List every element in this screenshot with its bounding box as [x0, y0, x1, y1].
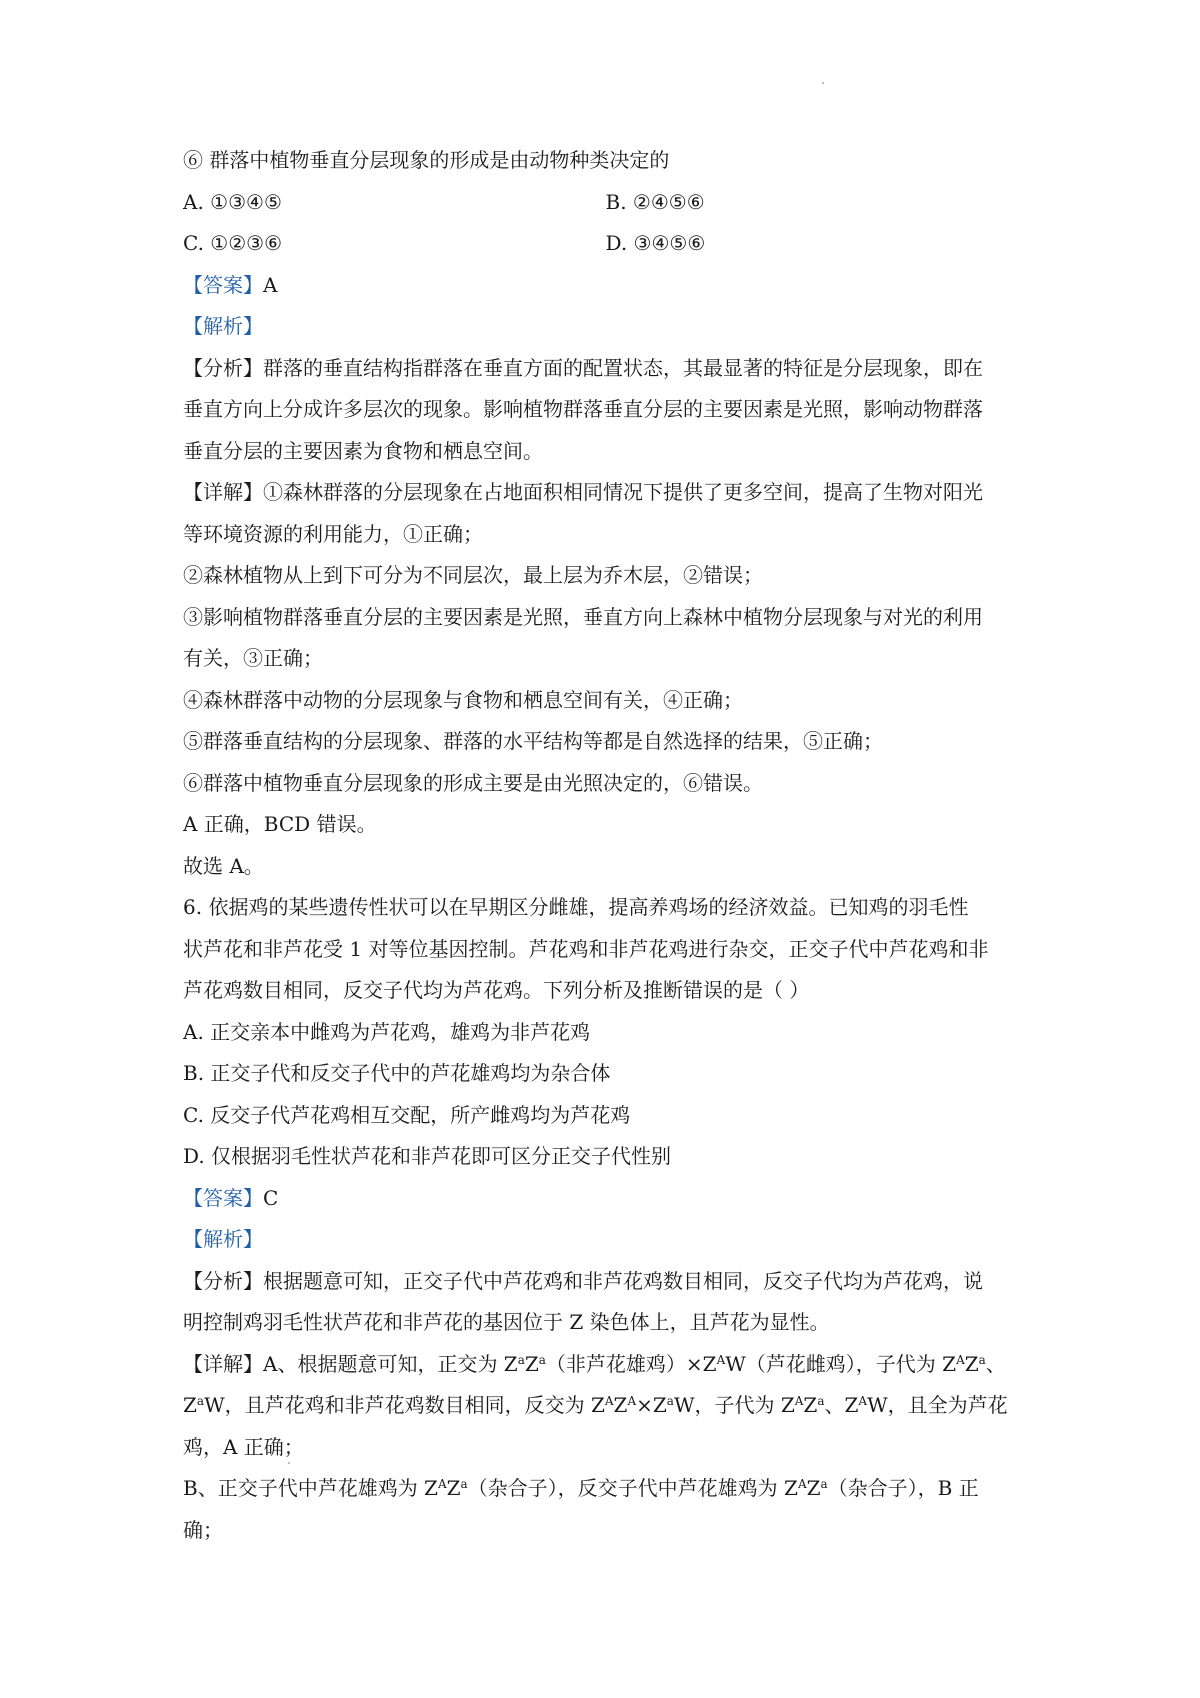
text-run: 【详解】A、根据题意可知，正交为 Z: [183, 1351, 518, 1376]
q6-answer: [183, 1178, 1028, 1220]
allele-sup: A: [858, 1394, 868, 1408]
q5-xiangjie-line: ⑤群落垂直结构的分层现象、群落的水平结构等都是自然选择的结果，⑤正确；: [183, 729, 883, 753]
q6-fenxi-line: 明控制鸡羽毛性状芦花和非芦花的基因位于 Z 染色体上，且芦花为显性。: [183, 1310, 830, 1334]
text-run: 、: [985, 1351, 1006, 1376]
text-run: Z: [964, 1351, 979, 1376]
q5-xiangjie-line: ④森林群落中动物的分层现象与食物和栖息空间有关，④正确；: [183, 687, 743, 712]
text-run: W，子代为 Z: [673, 1393, 795, 1417]
q6-option-b: B. 正交子代和反交子代中的芦花雄鸡均为杂合体: [183, 1061, 611, 1085]
scan-speck: [822, 82, 824, 84]
q5-xiangjie-line: ②森林植物从上到下可分为不同层次，最上层为乔木层，②错误；: [183, 563, 763, 587]
answer-value: A: [263, 272, 278, 297]
text-run: W，且芦花鸡和非芦花鸡数目相同，反交为 Z: [204, 1393, 605, 1417]
text-run: （杂合子），反交子代中芦花雄鸡为 Z: [467, 1476, 798, 1500]
q6-xiangjie-line: [183, 1344, 1028, 1386]
q5-xiangjie-line: ⑥群落中植物垂直分层现象的形成主要是由光照决定的，⑥错误。: [183, 770, 763, 795]
q5-options-row-1: [183, 182, 1028, 224]
text-run: W，且全为芦花: [867, 1393, 1008, 1417]
q5-xiangjie-line: 【详解】①森林群落的分层现象在占地面积相同情况下提供了更多空间，提高了生物对阳光: [183, 480, 983, 504]
allele-sup: a: [666, 1394, 674, 1408]
text-run: B、正交子代中芦花雄鸡为 Z: [183, 1476, 438, 1500]
q6-option-d: D. 仅根据羽毛性状芦花和非芦花即可区分正交子代性别: [183, 1144, 672, 1168]
q6-xiangjie-line: [183, 1385, 1028, 1427]
text-run: Z: [446, 1476, 461, 1500]
q5-xiangjie-line: A 正确，BCD 错误。: [183, 812, 377, 836]
allele-sup: a: [820, 1477, 828, 1491]
q5-fenxi-line: 垂直分层的主要因素为食物和栖息空间。: [183, 438, 543, 463]
text-run: Z: [524, 1351, 539, 1376]
allele-sup: A: [437, 1477, 447, 1491]
document-page: [183, 140, 1028, 1551]
text-run: Z: [183, 1393, 197, 1417]
text-run: Z: [613, 1393, 628, 1417]
allele-sup: A: [794, 1394, 804, 1408]
q6-xiangjie-line: 确；: [183, 1517, 223, 1542]
q5-option-b: B. ②④⑤⑥: [605, 189, 705, 214]
answer-tag: 【答案】: [183, 272, 263, 297]
text-run: （杂合子），B 正: [827, 1476, 979, 1500]
q5-options-row-2: [183, 223, 1028, 265]
text-run: W（芦花雌鸡），子代为 Z: [725, 1351, 957, 1376]
q6-analysis-tag: 【解析】: [183, 1227, 263, 1251]
q6-stem-line: 状芦花和非芦花受 1 对等位基因控制。芦花鸡和非芦花鸡进行杂交，正交子代中芦花鸡和非: [183, 936, 989, 961]
text-run: Z: [806, 1476, 821, 1500]
q5-statement-6: ⑥ 群落中植物垂直分层现象的形成是由动物种类决定的: [183, 148, 670, 172]
q5-xiangjie-line: 故选 A。: [183, 853, 264, 878]
q6-fenxi-line: 【分析】根据题意可知，正交子代中芦花鸡和非芦花鸡数目相同，反交子代均为芦花鸡，说: [183, 1268, 983, 1293]
allele-sup: A: [797, 1477, 807, 1491]
q5-option-a: A. ①③④⑤: [183, 189, 282, 214]
q6-stem-line: 6. 依据鸡的某些遗传性状可以在早期区分雌雄，提高养鸡场的经济效益。已知鸡的羽毛性: [183, 895, 969, 919]
q5-xiangjie-line: ③影响植物群落垂直分层的主要因素是光照，垂直方向上森林中植物分层现象与对光的利用: [183, 604, 983, 629]
q5-xiangjie-line: 有关，③正确；: [183, 646, 323, 670]
q5-fenxi-line: 垂直方向上分成许多层次的现象。影响植物群落垂直分层的主要因素是光照，影响动物群落: [183, 397, 983, 421]
allele-sup: A: [716, 1352, 726, 1367]
text-run: 、Z: [824, 1393, 859, 1417]
allele-sup: a: [538, 1352, 546, 1367]
q5-answer: [183, 265, 1028, 307]
q6-option-a: A. 正交亲本中雌鸡为芦花鸡，雄鸡为非芦花鸡: [183, 1019, 591, 1044]
q6-option-c: C. 反交子代芦花鸡相互交配，所产雌鸡均为芦花鸡: [183, 1102, 631, 1127]
q5-option-d: D. ③④⑤⑥: [605, 231, 706, 255]
allele-sup: a: [460, 1477, 468, 1491]
q5-fenxi-line: 【分析】群落的垂直结构指群落在垂直方面的配置状态，其最显著的特征是分层现象，即在: [183, 355, 983, 380]
q5-analysis-tag: 【解析】: [183, 314, 263, 338]
allele-sup: a: [196, 1394, 205, 1408]
allele-sup: a: [517, 1352, 525, 1367]
q6-xiangjie-line: 鸡，A 正确；: [183, 1434, 304, 1459]
answer-value: C: [263, 1185, 279, 1210]
allele-sup: A: [956, 1352, 965, 1367]
q5-option-c: C. ①②③⑥: [183, 231, 283, 255]
allele-sup: a: [817, 1394, 825, 1408]
text-run: ×Z: [636, 1393, 667, 1417]
allele-sup: A: [627, 1394, 637, 1408]
answer-tag: 【答案】: [183, 1185, 263, 1210]
q5-xiangjie-line: 等环境资源的利用能力，①正确；: [183, 521, 483, 546]
text-run: Z: [803, 1393, 818, 1417]
q6-stem-line: 芦花鸡数目相同，反交子代均为芦花鸡。下列分析及推断错误的是（ ）: [183, 978, 810, 1002]
allele-sup: a: [978, 1352, 986, 1367]
text-run: （非芦花雄鸡）×Z: [545, 1351, 717, 1376]
q6-xiangjie-line: [183, 1468, 1028, 1510]
allele-sup: A: [604, 1394, 614, 1408]
